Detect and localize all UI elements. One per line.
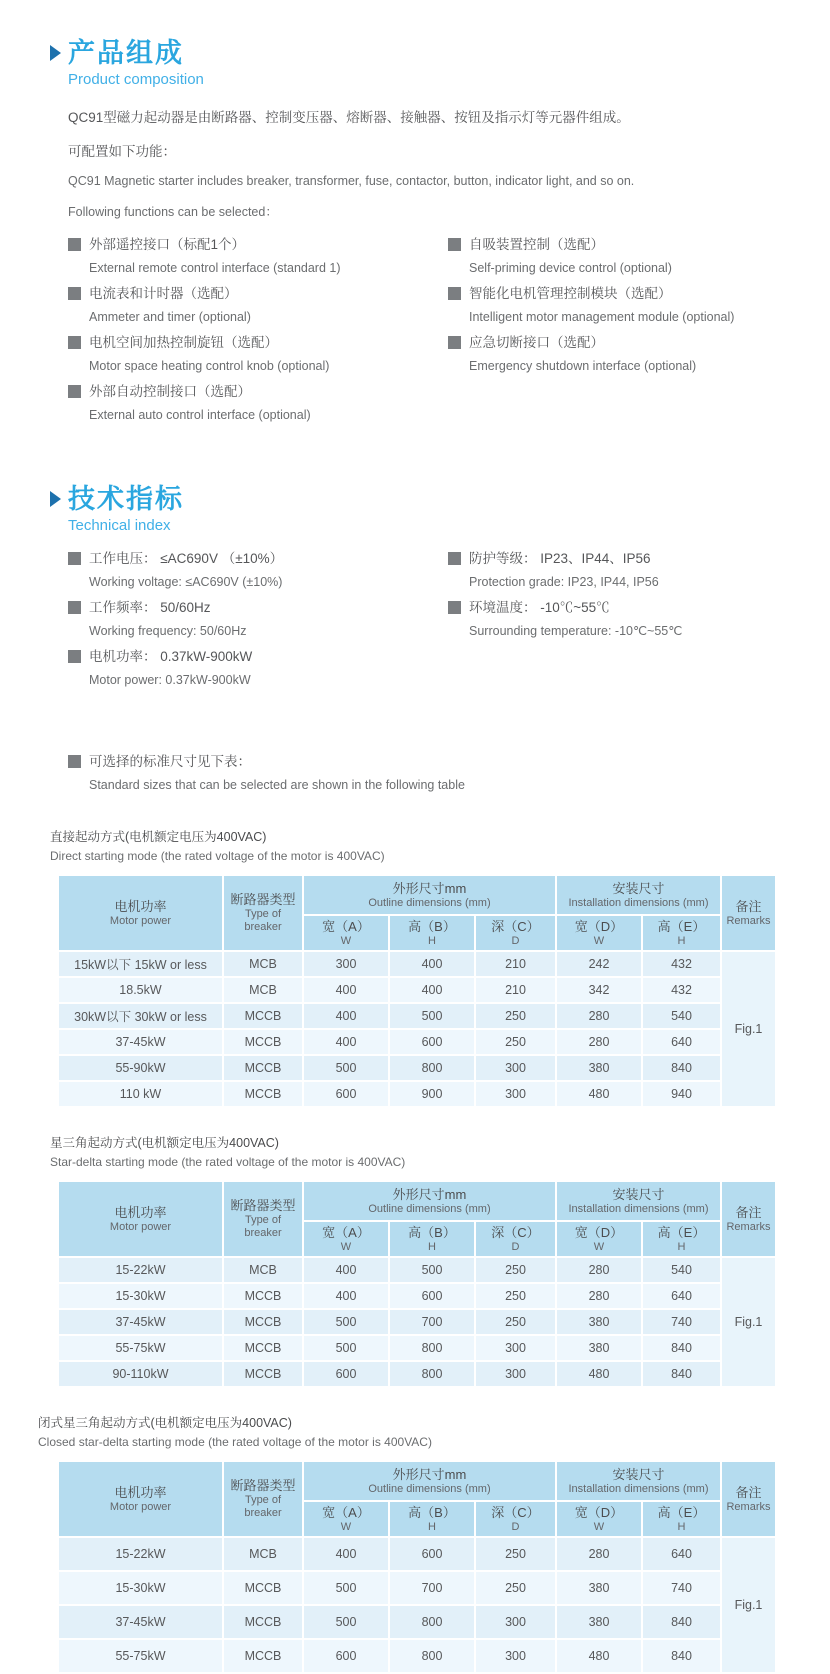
col-outline-dimensions: 外形尺寸mm Outline dimensions (mm) bbox=[303, 1181, 556, 1221]
feature-column-right bbox=[448, 236, 830, 432]
col-outline-dimensions: 外形尺寸mm Outline dimensions (mm) bbox=[303, 1461, 556, 1501]
section-title-zh: 产品组成 bbox=[68, 38, 184, 68]
table-row: 110 kW MCCB 600 900 300 480 940 bbox=[58, 1081, 776, 1107]
col-width-a: 宽（A） W bbox=[303, 1501, 389, 1537]
feature-label-zh: 外部自动控制接口（选配） bbox=[89, 384, 251, 399]
list-item bbox=[448, 334, 830, 374]
table-row: 37-45kW MCCB 500 800 300 380 840 bbox=[58, 1605, 776, 1639]
feature-label-zh: 自吸装置控制（选配） bbox=[469, 237, 604, 252]
feature-label-en: Emergency shutdown interface (optional) bbox=[469, 359, 697, 373]
list-item bbox=[68, 648, 448, 688]
col-width-d: 宽（D） W bbox=[556, 1501, 642, 1537]
intro-paragraph-zh: QC91型磁力起动器是由断路器、控制变压器、熔断器、接触器、按钮及指示灯等元器件组成。 bbox=[68, 110, 630, 125]
table-row: 15-30kW MCCB 500 700 250 380 740 bbox=[58, 1571, 776, 1605]
col-motor-power: 电机功率 Motor power bbox=[58, 1181, 223, 1257]
note-label-en: Standard sizes that can be selected are shown in the following table bbox=[89, 778, 465, 792]
table1-caption-en: Direct starting mode (the rated voltage of the motor is 400VAC) bbox=[50, 849, 385, 863]
feature-label-en: External auto control interface (optional) bbox=[89, 408, 311, 422]
feature-label-zh: 智能化电机管理控制模块（选配） bbox=[469, 286, 672, 301]
col-motor-power: 电机功率 Motor power bbox=[58, 875, 223, 951]
col-depth-c: 深（C） D bbox=[475, 1221, 556, 1257]
list-item bbox=[448, 285, 830, 325]
list-item bbox=[68, 753, 465, 793]
spec-label-zh: 环境温度： -10℃~55℃ bbox=[469, 600, 610, 615]
list-item bbox=[68, 550, 448, 590]
list-item bbox=[68, 334, 448, 374]
feature-label-en: Motor space heating control knob (optional) bbox=[89, 359, 330, 373]
col-remarks: 备注 Remarks bbox=[721, 1461, 776, 1537]
note-label-zh: 可选择的标准尺寸见下表： bbox=[89, 754, 251, 769]
table-header bbox=[58, 875, 776, 951]
feature-column-left bbox=[68, 236, 448, 432]
section-technical-index-header bbox=[50, 484, 830, 514]
closed-star-delta-table bbox=[57, 1460, 777, 1674]
col-motor-power: 电机功率 Motor power bbox=[58, 1461, 223, 1537]
bullet-square-icon bbox=[68, 601, 81, 614]
table-row: 15-22kW MCB 400 600 250 280 640 Fig.1 bbox=[58, 1537, 776, 1571]
bullet-square-icon bbox=[448, 552, 461, 565]
spec-label-zh: 工作频率： 50/60Hz bbox=[89, 600, 211, 615]
bullet-square-icon bbox=[68, 552, 81, 565]
bullet-square-icon bbox=[448, 601, 461, 614]
col-height-b: 高（B） H bbox=[389, 1501, 475, 1537]
standard-size-note bbox=[68, 753, 830, 802]
config-note-zh: 可配置如下功能： bbox=[68, 144, 176, 159]
col-height-b: 高（B） H bbox=[389, 1221, 475, 1257]
col-depth-c: 深（C） D bbox=[475, 915, 556, 951]
feature-label-zh: 外部遥控接口（标配1个） bbox=[89, 237, 246, 252]
col-width-d: 宽（D） W bbox=[556, 915, 642, 951]
table-row: 30kW以下 30kW or less MCCB 400 500 250 280 540 bbox=[58, 1003, 776, 1029]
table-row: 15-30kW MCCB 400 600 250 280 640 bbox=[58, 1283, 776, 1309]
spec-label-zh: 防护等级： IP23、IP44、IP56 bbox=[469, 551, 651, 566]
intro-paragraph-en: QC91 Magnetic starter includes breaker, transformer, fuse, contactor, button, indicator light, and so on. bbox=[68, 174, 635, 188]
col-installation-dimensions: 安装尺寸 Installation dimensions (mm) bbox=[556, 1181, 721, 1221]
feature-label-zh: 电流表和计时器（选配） bbox=[89, 286, 238, 301]
table3-caption bbox=[38, 1414, 830, 1452]
col-installation-dimensions: 安装尺寸 Installation dimensions (mm) bbox=[556, 1461, 721, 1501]
spec-label-en: Protection grade: IP23, IP44, IP56 bbox=[469, 575, 659, 589]
section-title-en: Technical index bbox=[68, 517, 171, 534]
table1-caption bbox=[50, 828, 830, 866]
star-delta-table bbox=[57, 1180, 777, 1388]
direct-starting-table bbox=[57, 874, 777, 1108]
bullet-square-icon bbox=[68, 287, 81, 300]
bullet-square-icon bbox=[68, 385, 81, 398]
spec-list bbox=[68, 550, 830, 697]
remark-cell: Fig.1 bbox=[721, 1537, 776, 1673]
table2-caption-zh: 星三角起动方式(电机额定电压为400VAC) bbox=[50, 1136, 279, 1150]
col-installation-dimensions: 安装尺寸 Installation dimensions (mm) bbox=[556, 875, 721, 915]
bullet-square-icon bbox=[448, 238, 461, 251]
list-item bbox=[68, 599, 448, 639]
col-width-d: 宽（D） W bbox=[556, 1221, 642, 1257]
table3-caption-zh: 闭式星三角起动方式(电机额定电压为400VAC) bbox=[38, 1416, 292, 1430]
spec-label-en: Motor power: 0.37kW-900kW bbox=[89, 673, 251, 687]
table-row: 55-75kW MCCB 500 800 300 380 840 bbox=[58, 1335, 776, 1361]
feature-label-en: External remote control interface (standard 1) bbox=[89, 261, 341, 275]
col-height-e: 高（E） H bbox=[642, 915, 721, 951]
section-arrow-icon bbox=[50, 45, 61, 61]
table-row: 55-75kW MCCB 600 800 300 480 840 bbox=[58, 1639, 776, 1673]
spec-label-en: Working voltage: ≤AC690V (±10%) bbox=[89, 575, 283, 589]
bullet-square-icon bbox=[68, 755, 81, 768]
list-item bbox=[448, 236, 830, 276]
bullet-square-icon bbox=[68, 336, 81, 349]
col-width-a: 宽（A） W bbox=[303, 915, 389, 951]
table-header bbox=[58, 1181, 776, 1257]
section-title-en: Product composition bbox=[68, 71, 204, 88]
table-row: 15-22kW MCB 400 500 250 280 540 Fig.1 bbox=[58, 1257, 776, 1283]
col-outline-dimensions: 外形尺寸mm Outline dimensions (mm) bbox=[303, 875, 556, 915]
spec-label-zh: 工作电压： ≤AC690V （±10%） bbox=[89, 551, 284, 566]
feature-label-zh: 电机空间加热控制旋钮（选配） bbox=[89, 335, 278, 350]
section-product-composition-header bbox=[50, 38, 830, 68]
spec-column-left bbox=[68, 550, 448, 697]
table-row: 37-45kW MCCB 400 600 250 280 640 bbox=[58, 1029, 776, 1055]
col-height-e: 高（E） H bbox=[642, 1221, 721, 1257]
bullet-square-icon bbox=[68, 238, 81, 251]
feature-label-zh: 应急切断接口（选配） bbox=[469, 335, 604, 350]
feature-label-en: Ammeter and timer (optional) bbox=[89, 310, 251, 324]
feature-label-en: Intelligent motor management module (optional) bbox=[469, 310, 735, 324]
table-header bbox=[58, 1461, 776, 1537]
table-row: 90-110kW MCCB 600 800 300 480 840 bbox=[58, 1361, 776, 1387]
section-arrow-icon bbox=[50, 491, 61, 507]
list-item bbox=[68, 383, 448, 423]
spec-label-en: Working frequency: 50/60Hz bbox=[89, 624, 247, 638]
col-depth-c: 深（C） D bbox=[475, 1501, 556, 1537]
table-row: 18.5kW MCB 400 400 210 342 432 bbox=[58, 977, 776, 1003]
table2-caption bbox=[50, 1134, 830, 1172]
col-height-b: 高（B） H bbox=[389, 915, 475, 951]
list-item bbox=[448, 599, 830, 639]
list-item bbox=[448, 550, 830, 590]
col-remarks: 备注 Remarks bbox=[721, 1181, 776, 1257]
remark-cell: Fig.1 bbox=[721, 1257, 776, 1387]
list-item bbox=[68, 236, 448, 276]
table-row: 55-90kW MCCB 500 800 300 380 840 bbox=[58, 1055, 776, 1081]
bullet-square-icon bbox=[448, 287, 461, 300]
list-item bbox=[68, 285, 448, 325]
spec-label-en: Surrounding temperature: -10℃~55℃ bbox=[469, 624, 683, 638]
col-breaker-type: 断路器类型 Type of breaker bbox=[223, 1181, 303, 1257]
table-row: 15kW以下 15kW or less MCB 300 400 210 242 432 Fig.1 bbox=[58, 951, 776, 977]
table3-caption-en: Closed star-delta starting mode (the rated voltage of the motor is 400VAC) bbox=[38, 1435, 432, 1449]
table-row: 37-45kW MCCB 500 700 250 380 740 bbox=[58, 1309, 776, 1335]
section-title-zh: 技术指标 bbox=[68, 484, 184, 514]
remark-cell: Fig.1 bbox=[721, 951, 776, 1107]
spec-column-right bbox=[448, 550, 830, 697]
col-breaker-type: 断路器类型 Type of breaker bbox=[223, 875, 303, 951]
spec-label-zh: 电机功率： 0.37kW-900kW bbox=[89, 649, 253, 664]
config-note-en: Following functions can be selected： bbox=[68, 205, 278, 219]
bullet-square-icon bbox=[448, 336, 461, 349]
table1-caption-zh: 直接起动方式(电机额定电压为400VAC) bbox=[50, 830, 267, 844]
feature-label-en: Self-priming device control (optional) bbox=[469, 261, 672, 275]
col-width-a: 宽（A） W bbox=[303, 1221, 389, 1257]
col-remarks: 备注 Remarks bbox=[721, 875, 776, 951]
table2-caption-en: Star-delta starting mode (the rated voltage of the motor is 400VAC) bbox=[50, 1155, 406, 1169]
bullet-square-icon bbox=[68, 650, 81, 663]
col-breaker-type: 断路器类型 Type of breaker bbox=[223, 1461, 303, 1537]
feature-list bbox=[68, 236, 830, 432]
col-height-e: 高（E） H bbox=[642, 1501, 721, 1537]
